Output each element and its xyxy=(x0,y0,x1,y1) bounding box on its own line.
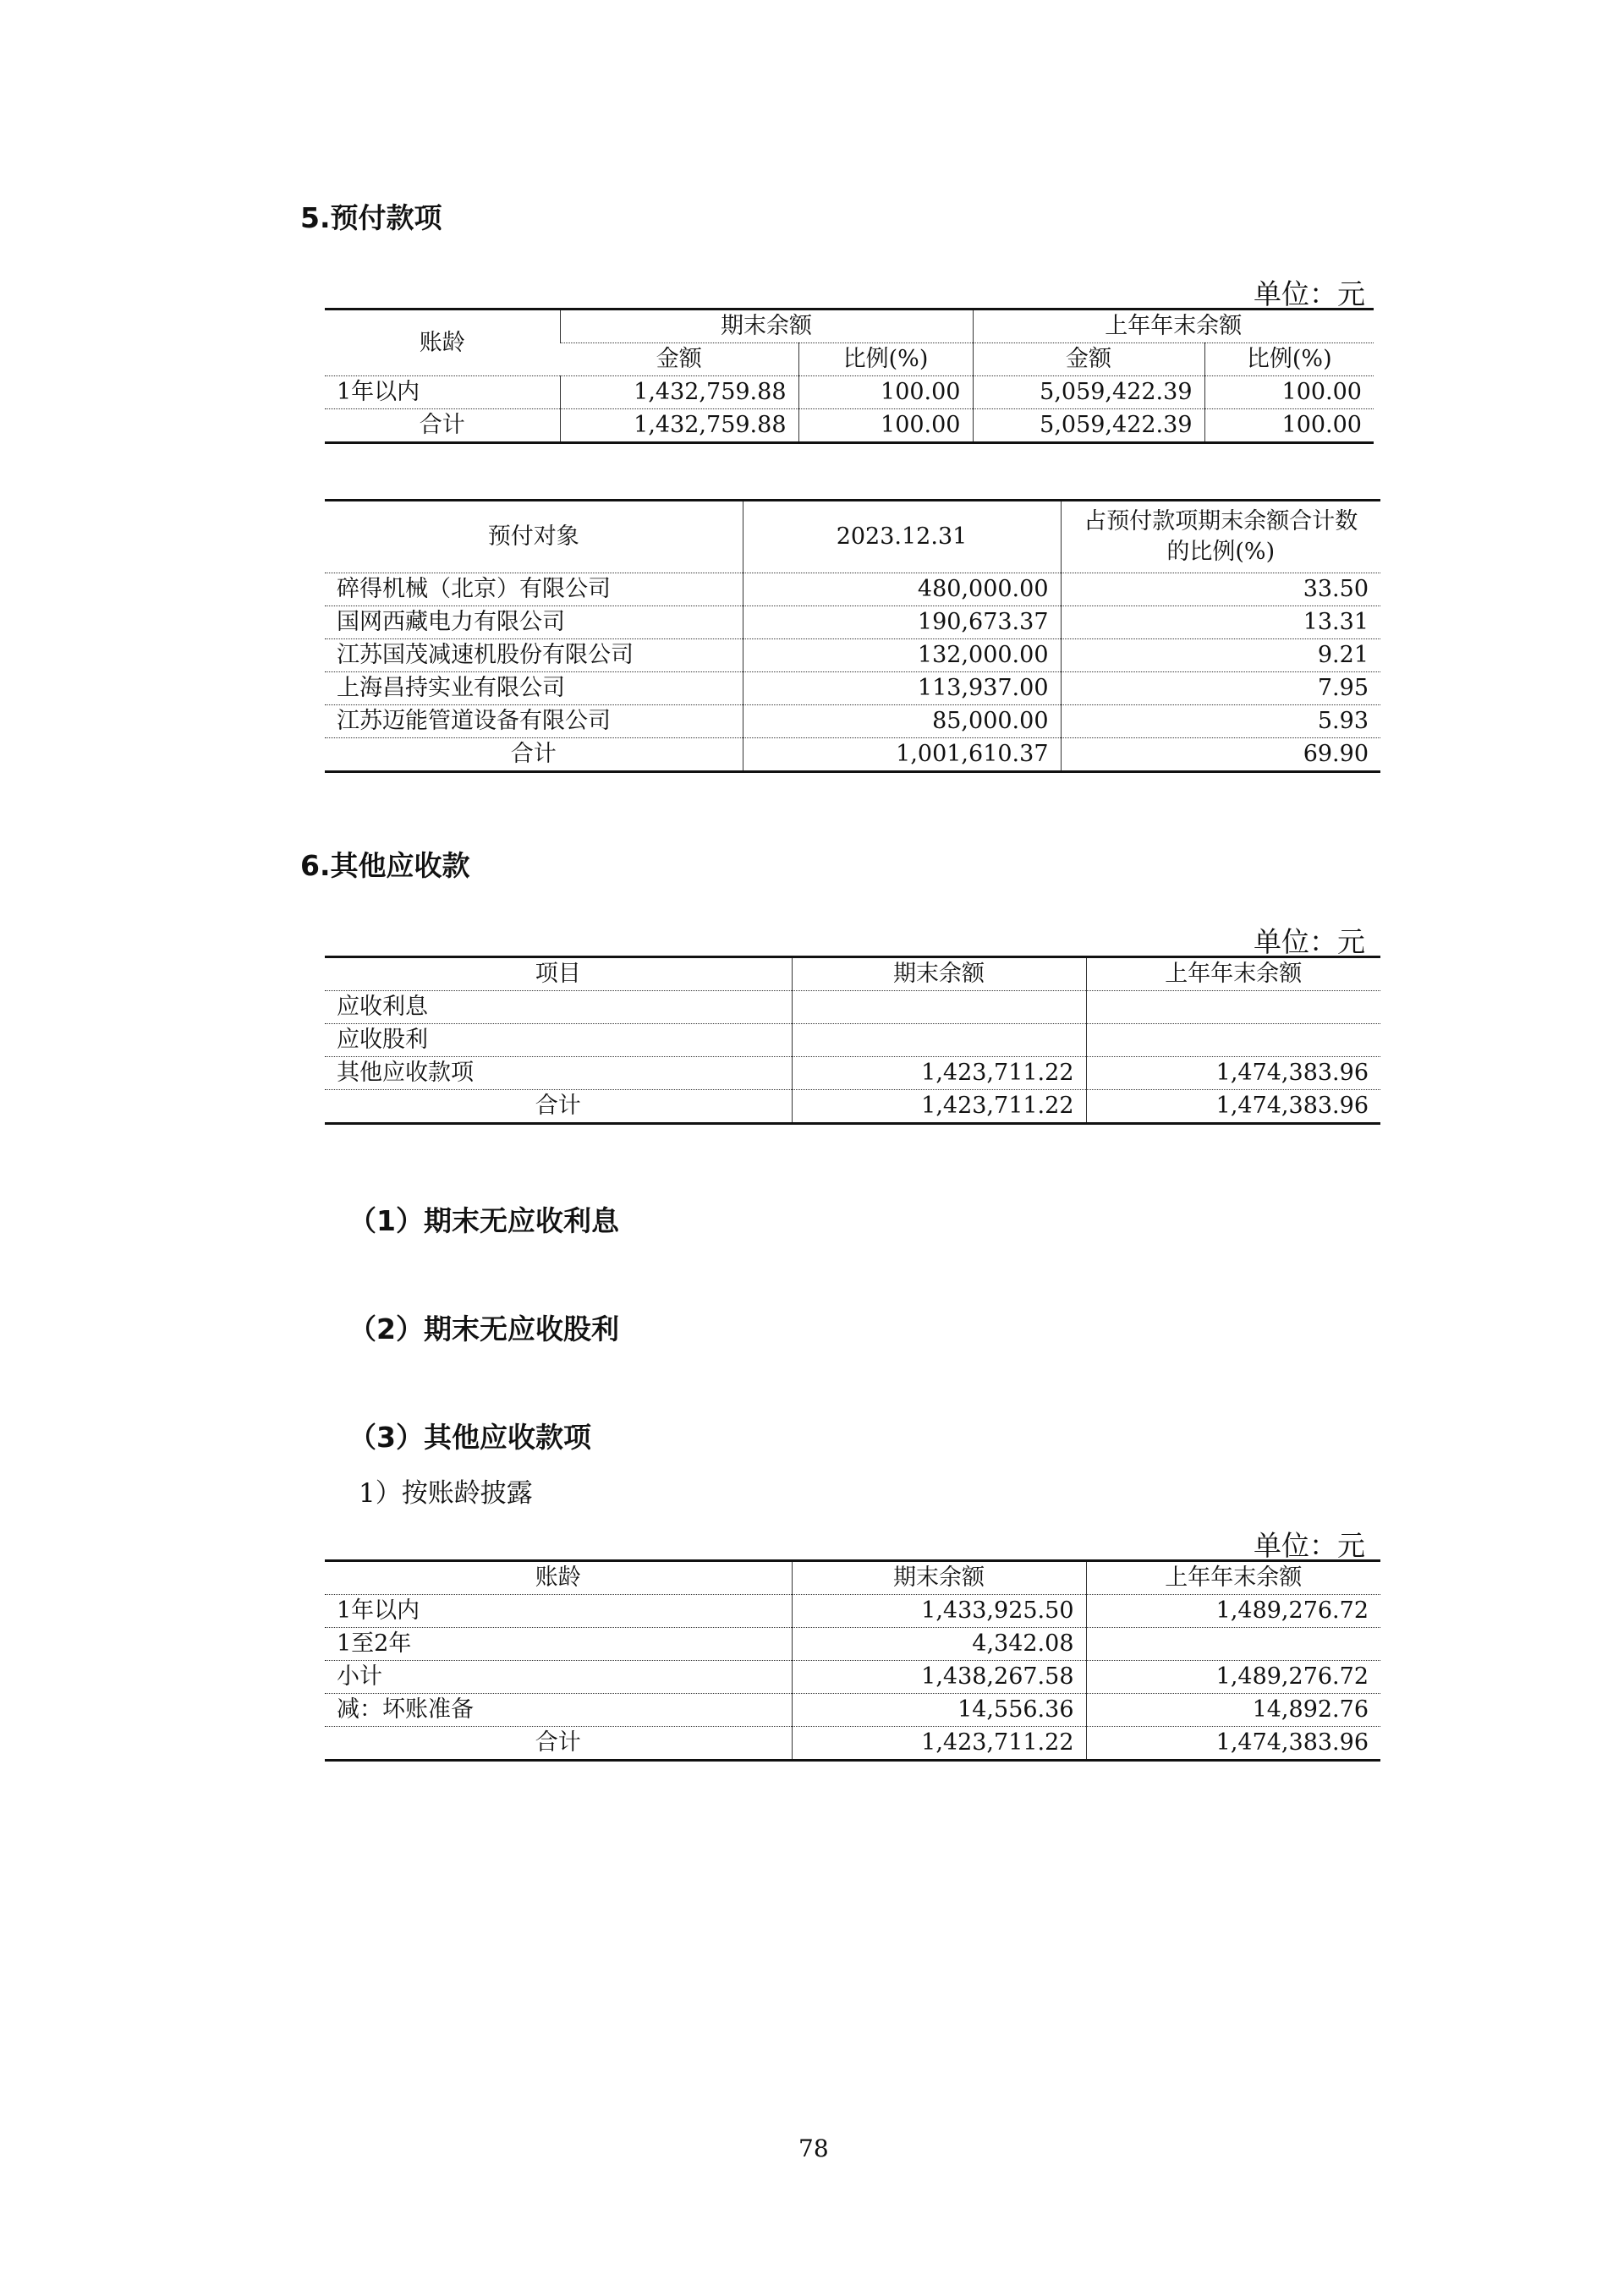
total-row xyxy=(325,1090,1380,1124)
cell-value: 1,432,759.88 xyxy=(560,376,798,409)
prepayment-aging-table xyxy=(325,308,1374,444)
cell-value: 1,001,610.37 xyxy=(743,738,1061,772)
table-row xyxy=(325,639,1380,672)
row-label: 小计 xyxy=(325,1661,792,1694)
table-row xyxy=(325,573,1380,606)
cell-value: 1,489,276.72 xyxy=(1086,1661,1380,1694)
cell-value: 5,059,422.39 xyxy=(973,409,1204,443)
table-row xyxy=(325,1694,1380,1727)
col-header-counterparty: 预付对象 xyxy=(487,523,579,550)
cell-value xyxy=(1086,991,1380,1024)
row-label: 碎得机械（北京）有限公司 xyxy=(325,573,743,606)
unit-label: 单位：元 xyxy=(1254,277,1365,310)
row-label: 江苏迈能管道设备有限公司 xyxy=(325,705,743,738)
total-row xyxy=(325,1727,1380,1761)
col-header-end-balance: 期末余额 xyxy=(792,957,1086,991)
cell-value: 7.95 xyxy=(1061,672,1380,705)
table-row xyxy=(325,606,1380,639)
cell-value: 100.00 xyxy=(798,376,973,409)
row-label: 其他应收款项 xyxy=(325,1057,792,1090)
col-header-aging: 账龄 xyxy=(535,1564,581,1591)
cell-value: 100.00 xyxy=(1204,409,1374,443)
table-row xyxy=(325,991,1380,1024)
row-label: 合计 xyxy=(325,1090,792,1124)
cell-value: 1,432,759.88 xyxy=(560,409,798,443)
cell-value xyxy=(1086,1628,1380,1661)
cell-value: 1,489,276.72 xyxy=(1086,1595,1380,1628)
cell-value: 85,000.00 xyxy=(743,705,1061,738)
cell-value: 190,673.37 xyxy=(743,606,1061,639)
cell-value xyxy=(1086,1024,1380,1057)
cell-value: 1,433,925.50 xyxy=(792,1595,1086,1628)
total-row xyxy=(325,409,1374,443)
col-header-end-balance: 期末余额 xyxy=(792,1561,1086,1595)
cell-value: 69.90 xyxy=(1061,738,1380,772)
row-label: 合计 xyxy=(325,409,560,443)
row-label: 应收股利 xyxy=(325,1024,792,1057)
sub-header-ratio: 比例(%) xyxy=(798,343,973,376)
row-label: 1年以内 xyxy=(325,1595,792,1628)
row-label: 合计 xyxy=(325,1727,792,1761)
row-label: 应收利息 xyxy=(325,991,792,1024)
cell-value: 480,000.00 xyxy=(743,573,1061,606)
cell-value: 1,474,383.96 xyxy=(1086,1090,1380,1124)
table-row xyxy=(325,1595,1380,1628)
cell-value: 132,000.00 xyxy=(743,639,1061,672)
row-label: 减：坏账准备 xyxy=(325,1694,792,1727)
table-row xyxy=(325,1024,1380,1057)
cell-value: 1,474,383.96 xyxy=(1086,1057,1380,1090)
table-row xyxy=(325,1628,1380,1661)
cell-value: 1,423,711.22 xyxy=(792,1057,1086,1090)
cell-value: 1,423,711.22 xyxy=(792,1090,1086,1124)
subheading-interest: （1）期末无应收利息 xyxy=(348,1204,619,1237)
row-label: 国网西藏电力有限公司 xyxy=(325,606,743,639)
cell-value xyxy=(792,1024,1086,1057)
cell-value: 9.21 xyxy=(1061,639,1380,672)
cell-value: 113,937.00 xyxy=(743,672,1061,705)
aging-disclosure-table xyxy=(325,1559,1380,1762)
other-receivables-table xyxy=(325,956,1380,1125)
sub-header-amount: 金额 xyxy=(560,343,798,376)
cell-value: 1,423,711.22 xyxy=(792,1727,1086,1761)
row-label: 1至2年 xyxy=(325,1628,792,1661)
cell-value: 1,438,267.58 xyxy=(792,1661,1086,1694)
cell-value xyxy=(792,991,1086,1024)
prepayment-top5-table xyxy=(325,499,1380,773)
row-label: 上海昌持实业有限公司 xyxy=(325,672,743,705)
row-label: 1年以内 xyxy=(325,376,560,409)
table-row xyxy=(325,1661,1380,1694)
page-number: 78 xyxy=(798,2134,829,2162)
cell-value: 14,556.36 xyxy=(792,1694,1086,1727)
cell-value: 5,059,422.39 xyxy=(973,376,1204,409)
section-5-heading: 5.预付款项 xyxy=(300,201,442,234)
col-header-ratio: 占预付款项期末余额合计数的比例(%) xyxy=(1061,501,1380,573)
sub-header-ratio: 比例(%) xyxy=(1204,343,1374,376)
col-header-aging: 账龄 xyxy=(419,329,465,356)
table-row xyxy=(325,672,1380,705)
cell-value: 14,892.76 xyxy=(1086,1694,1380,1727)
col-header-prev-balance: 上年年末余额 xyxy=(1086,1561,1380,1595)
cell-value: 4,342.08 xyxy=(792,1628,1086,1661)
subheading-aging-disclosure: 1）按账龄披露 xyxy=(359,1478,533,1509)
cell-value: 1,474,383.96 xyxy=(1086,1727,1380,1761)
cell-value: 5.93 xyxy=(1061,705,1380,738)
col-header-prev-balance: 上年年末余额 xyxy=(973,310,1374,343)
sub-header-amount: 金额 xyxy=(973,343,1204,376)
cell-value: 33.50 xyxy=(1061,573,1380,606)
subheading-dividends: （2）期末无应收股利 xyxy=(348,1312,619,1345)
cell-value: 100.00 xyxy=(798,409,973,443)
unit-label: 单位：元 xyxy=(1254,925,1365,958)
table-row xyxy=(325,705,1380,738)
section-6-heading: 6.其他应收款 xyxy=(300,849,470,882)
total-row xyxy=(325,738,1380,772)
cell-value: 100.00 xyxy=(1204,376,1374,409)
row-label: 江苏国茂减速机股份有限公司 xyxy=(325,639,743,672)
table-row xyxy=(325,1057,1380,1090)
col-header-end-balance: 期末余额 xyxy=(560,310,973,343)
table-row xyxy=(325,376,1374,409)
unit-label: 单位：元 xyxy=(1254,1529,1365,1562)
col-header-item: 项目 xyxy=(535,961,581,987)
col-header-date: 2023.12.31 xyxy=(743,501,1061,573)
col-header-prev-balance: 上年年末余额 xyxy=(1086,957,1380,991)
cell-value: 13.31 xyxy=(1061,606,1380,639)
row-label: 合计 xyxy=(325,738,743,772)
subheading-other-receivables: （3）其他应收款项 xyxy=(348,1421,591,1454)
